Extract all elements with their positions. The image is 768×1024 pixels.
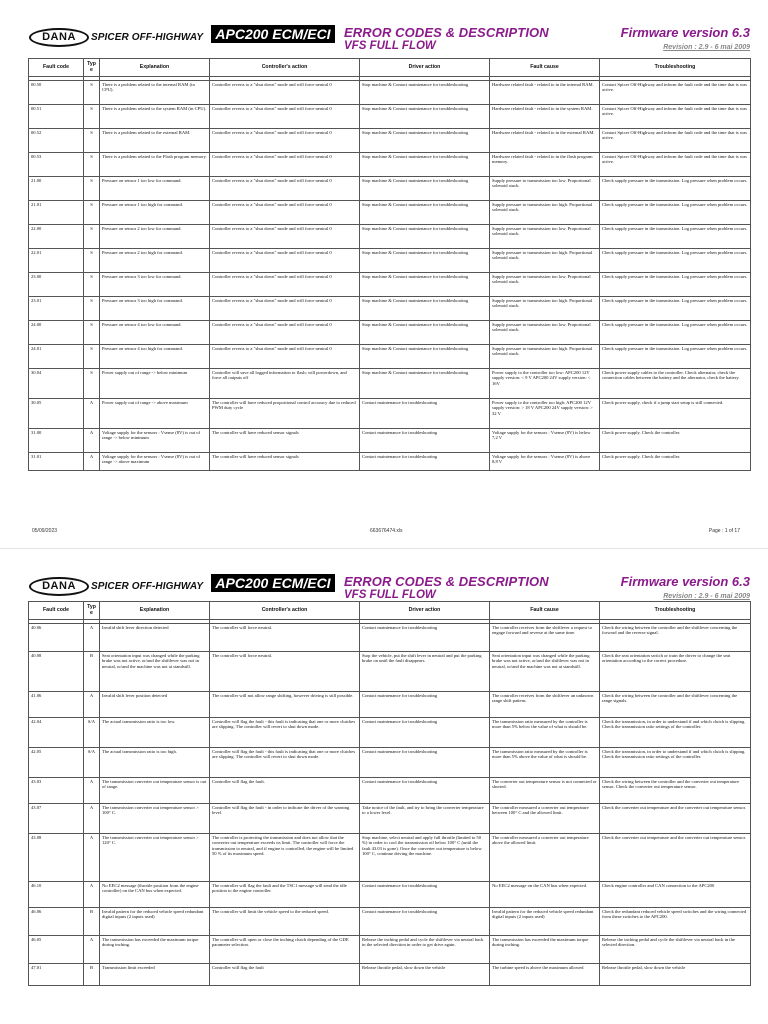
cell-explanation: There is a problem related to the system RAM (in CPU). [100,105,210,129]
report-page-2 [0,548,768,1024]
cell-fault-cause: Seat orientation input was changed while the parking brake was not active, or/and the shiftlever was not in neutral, or/and the machine was not at standstill. [490,652,600,692]
cell-explanation: Pressure on sensor 4 too high for command. [100,345,210,369]
cell-type: S [84,225,100,249]
cell-explanation: The actual transmission ratio is too low. [100,718,210,748]
document-title: ERROR CODES & DESCRIPTION [344,25,549,40]
model-label: APC200 ECM/ECI [211,25,335,43]
cell-explanation: There is a problem related to the internal RAM (in CPU). [100,81,210,105]
cell-fault-cause: The transmission has exceeded the maximum torque during inching. [490,936,600,964]
cell-explanation: The actual transmission ratio is too high. [100,748,210,778]
cell-fault-code: 23.01 [29,297,84,321]
cell-controller-action: Controller reverts to a "shut down" mode and will force neutral 0 [210,249,360,273]
col-header-fault-code: Fault code [29,59,84,77]
table-row [29,177,751,201]
cell-explanation: Pressure on sensor 3 too low for command. [100,273,210,297]
cell-troubleshooting: Contact Spicer Off-Highway and inform the fault code and the time that is was active. [600,129,751,153]
cell-fault-code: 24.01 [29,345,84,369]
cell-controller-action: The controller will have reduced sensor signals [210,429,360,453]
cell-fault-cause: Supply pressure to transmission too low. Proportional solenoid stuck. [490,225,600,249]
cell-troubleshooting: Release throttle pedal, slow down the vehicle [600,964,751,986]
cell-explanation: Voltage supply for the sensors : Vsense (8V) is out of range -> below minimum [100,429,210,453]
cell-type: A [84,624,100,652]
cell-fault-code: 22.00 [29,225,84,249]
table-row [29,778,751,804]
cell-fault-cause: The converter out temperature sensor is not connected or shorted. [490,778,600,804]
firmware-version: Firmware version 6.3 [620,25,750,40]
table-row [29,429,751,453]
cell-fault-cause: Supply pressure to transmission too low. Proportional solenoid stuck. [490,321,600,345]
table-row [29,399,751,429]
cell-controller-action: Controller will flag the fault. [210,778,360,804]
cell-driver-action: Stop machine & Contact maintenance for troubleshooting [360,81,490,105]
cell-explanation: Voltage supply for the sensors : Vsense (8V) is out of range -> above maximum [100,453,210,471]
cell-type: A [84,804,100,834]
table-header-row [29,602,751,620]
error-codes-table [28,58,751,471]
table-row [29,225,751,249]
cell-driver-action: Contact maintenance for troubleshooting [360,882,490,908]
col-header-driver-action: Driver action [360,602,490,620]
cell-type: A [84,936,100,964]
cell-explanation: Pressure on sensor 4 too low for command. [100,321,210,345]
cell-troubleshooting: Check supply pressure in the transmission. Log pressure when problem occurs. [600,345,751,369]
cell-type: S [84,177,100,201]
cell-fault-cause: The controller measured a converter out temperature above the allowed limit. [490,834,600,882]
cell-controller-action: Controller reverts to a "shut down" mode and will force neutral 0 [210,201,360,225]
table-row [29,652,751,692]
col-header-controller-action: Controller's action [210,59,360,77]
table-row [29,748,751,778]
cell-fault-cause: Supply pressure to transmission too high. Proportional solenoid stuck. [490,297,600,321]
cell-type: B [84,908,100,936]
cell-fault-code: 00.52 [29,129,84,153]
cell-fault-code: 40.06 [29,624,84,652]
cell-fault-code: 43.08 [29,834,84,882]
cell-driver-action: Take notice of the fault, and try to bring the converter temperature to a lower level. [360,804,490,834]
cell-explanation: Pressure on sensor 2 too high for command. [100,249,210,273]
cell-controller-action: The controller will have reduced proportional control accuracy due to reduced PWM duty cycle [210,399,360,429]
cell-explanation: No EEC2 message (throttle position from the engine controller) on the CAN bus when expected. [100,882,210,908]
col-header-type: Type [84,59,100,77]
firmware-version: Firmware version 6.3 [620,574,750,589]
cell-explanation: Pressure on sensor 2 too low for command. [100,225,210,249]
cell-controller-action: Controller reverts to a "shut down" mode and will force neutral 0 [210,81,360,105]
cell-troubleshooting: Contact Spicer Off-Highway and inform the fault code and the time that is was active. [600,153,751,177]
cell-driver-action: Stop machine & Contact maintenance for troubleshooting [360,297,490,321]
cell-controller-action: Controller reverts to a "shut down" mode and will force neutral 0 [210,225,360,249]
cell-type: S [84,345,100,369]
cell-type: S/A [84,718,100,748]
cell-troubleshooting: Check supply pressure in the transmission. Log pressure when problem occurs. [600,249,751,273]
table-row [29,804,751,834]
table-row [29,321,751,345]
col-header-type: Type [84,602,100,620]
cell-fault-cause: No EEC2 message on the CAN bus when expected. [490,882,600,908]
col-header-fault-cause: Fault cause [490,59,600,77]
cell-controller-action: The controller will open or close the inching clutch depending of the GDE parameter selection. [210,936,360,964]
cell-troubleshooting: Check power supply, check if a jump start setup is still connected. [600,399,751,429]
cell-controller-action: The controller will limit the vehicle speed to the reduced speed. [210,908,360,936]
table-row [29,105,751,129]
col-header-troubleshooting: Troubleshooting [600,602,751,620]
table-row [29,453,751,471]
dana-logo [29,575,203,597]
page-footer [32,528,740,536]
cell-explanation: Power supply out of range -> above maximum [100,399,210,429]
cell-fault-cause: Supply pressure to transmission too low. Proportional solenoid stuck. [490,273,600,297]
cell-type: A [84,453,100,471]
col-header-fault-code: Fault code [29,602,84,620]
col-header-controller-action: Controller's action [210,602,360,620]
logo-badge: DANA [29,28,89,47]
table-row [29,369,751,399]
col-header-fault-cause: Fault cause [490,602,600,620]
cell-type: S [84,153,100,177]
cell-troubleshooting: Check engine controller and CAN connection to the APC200 [600,882,751,908]
cell-controller-action: Controller will save all logged information to flash; will powerdown, and force all outputs off [210,369,360,399]
cell-controller-action: Controller will flag the fault - in order to indicate the driver of the warning level. [210,804,360,834]
cell-troubleshooting: Check power supply. Check the controller. [600,453,751,471]
cell-controller-action: Controller reverts to a "shut down" mode and will force neutral 0 [210,105,360,129]
model-label: APC200 ECM/ECI [211,574,335,592]
cell-controller-action: Controller will flag the fault - this fault is indicating that one or more clutches are slipping. The controller will revert to shut down mode. [210,748,360,778]
cell-driver-action: Contact maintenance for troubleshooting [360,908,490,936]
cell-fault-code: 43.03 [29,778,84,804]
cell-controller-action: The controller will not allow range shifting, however driving is still possible. [210,692,360,718]
table-row [29,908,751,936]
cell-fault-cause: The transmission ratio measured by the controller is more than 5% above the value of what is should be. [490,748,600,778]
cell-driver-action: Stop machine & Contact maintenance for troubleshooting [360,369,490,399]
cell-troubleshooting: Check power supply cables to the controller. Check alternator, check the connection cables between the battery and the alternator, check the battery. [600,369,751,399]
page-header [0,0,768,62]
cell-troubleshooting: Contact Spicer Off-Highway and inform the fault code and the time that is was active. [600,81,751,105]
cell-driver-action: Contact maintenance for troubleshooting [360,453,490,471]
cell-fault-cause: Supply pressure to transmission too high. Proportional solenoid stuck. [490,249,600,273]
cell-fault-code: 00.51 [29,105,84,129]
table-row [29,273,751,297]
cell-controller-action: Controller reverts to a "shut down" mode and will force neutral 0 [210,345,360,369]
logo-text: SPICER OFF-HIGHWAY [91,31,204,43]
cell-type: A [84,692,100,718]
cell-controller-action: Controller reverts to a "shut down" mode and will force neutral 0 [210,129,360,153]
cell-driver-action: Stop machine & Contact maintenance for troubleshooting [360,105,490,129]
cell-troubleshooting: Check the converter out temperature and the converter out temperature sensor. [600,834,751,882]
cell-type: A [84,429,100,453]
cell-controller-action: The controller will flag the fault and the TSC1 message will send the idle position to the engine controller. [210,882,360,908]
cell-fault-code: 21.00 [29,177,84,201]
table-row [29,297,751,321]
cell-type: B [84,652,100,692]
cell-driver-action: Contact maintenance for troubleshooting [360,624,490,652]
table-row [29,153,751,177]
cell-fault-code: 46.06 [29,908,84,936]
table-row [29,201,751,225]
cell-fault-code: 30.04 [29,369,84,399]
cell-fault-cause: Hardware related fault - related to in the system RAM. [490,105,600,129]
cell-explanation: The transmission has exceeded the maximum torque during inching. [100,936,210,964]
table-row [29,129,751,153]
cell-driver-action: Contact maintenance for troubleshooting [360,778,490,804]
cell-driver-action: Stop machine & Contact maintenance for troubleshooting [360,153,490,177]
cell-driver-action: Contact maintenance for troubleshooting [360,692,490,718]
table-row [29,718,751,748]
cell-explanation: Power supply out of range -> below minimum [100,369,210,399]
cell-type: A [84,834,100,882]
cell-fault-code: 24.00 [29,321,84,345]
table-row [29,692,751,718]
cell-driver-action: Stop machine & Contact maintenance for troubleshooting [360,249,490,273]
cell-fault-cause: Hardware related fault - related to in the flash program memory. [490,153,600,177]
cell-fault-code: 46.10 [29,882,84,908]
cell-driver-action: Release throttle pedal, slow down the vehicle [360,964,490,986]
cell-driver-action: Stop machine, select neutral and apply full throttle (limited to 50 %) in order to cool the transmission oil below 100° C (until the fault 43.03 is gone). Once the converter out temperature is below 100° C, continue driving the machine. [360,834,490,882]
cell-fault-code: 00.53 [29,153,84,177]
col-header-explanation: Explanation [100,602,210,620]
cell-fault-code: 31.01 [29,453,84,471]
cell-type: S [84,321,100,345]
cell-fault-cause: The controller measured a converter out temperature between 100° C and the allowed limit. [490,804,600,834]
document-subtitle: VFS FULL FLOW [344,40,436,52]
cell-driver-action: Stop machine & Contact maintenance for troubleshooting [360,345,490,369]
cell-fault-cause: Invalid pattern for the reduced vehicle speed redundant digital inputs (2 inputs used) [490,908,600,936]
cell-type: B [84,964,100,986]
footer-filename: 663676474.xls [370,528,403,534]
cell-type: S [84,273,100,297]
cell-explanation: The transmission converter out temperature sensor is out of range. [100,778,210,804]
cell-explanation: The transmission converter out temperature sensor > 100° C. [100,804,210,834]
cell-controller-action: Controller reverts to a "shut down" mode and will force neutral 0 [210,297,360,321]
cell-troubleshooting: Check the redundant reduced vehicle speed switches and the wiring connected from these switches to the APC200. [600,908,751,936]
cell-fault-code: 41.06 [29,692,84,718]
cell-type: S [84,129,100,153]
cell-fault-cause: The transmission ratio measured by the controller is more than 5% below the value of what is should be. [490,718,600,748]
cell-driver-action: Stop machine & Contact maintenance for troubleshooting [360,129,490,153]
cell-driver-action: Contact maintenance for troubleshooting [360,399,490,429]
cell-driver-action: Contact maintenance for troubleshooting [360,718,490,748]
cell-troubleshooting: Check the converter out temperature and the converter out temperature sensor. [600,804,751,834]
error-codes-table [28,601,751,986]
cell-fault-cause: Voltage supply for the sensors : Vsense (8V) is above 8,8 V [490,453,600,471]
col-header-driver-action: Driver action [360,59,490,77]
cell-fault-code: 21.01 [29,201,84,225]
cell-controller-action: Controller reverts to a "shut down" mode and will force neutral 0 [210,273,360,297]
table-row [29,81,751,105]
cell-driver-action: Release the inching pedal and cycle the shiftlever via neutral back in the selected direction in order to get drive again. [360,936,490,964]
cell-fault-cause: Supply pressure to transmission too high. Proportional solenoid stuck. [490,201,600,225]
cell-controller-action: Controller will flag the fault - this fault is indicating that one or more clutches are slipping. The controller will revert to shut down mode. [210,718,360,748]
table-header-row [29,59,751,77]
cell-fault-cause: Voltage supply for the sensors : Vsense (8V) is below 7,2 V [490,429,600,453]
cell-troubleshooting: Check supply pressure in the transmission. Log pressure when problem occurs. [600,321,751,345]
cell-driver-action: Stop machine & Contact maintenance for troubleshooting [360,201,490,225]
table-row [29,249,751,273]
cell-type: S [84,369,100,399]
cell-driver-action: Stop machine & Contact maintenance for troubleshooting [360,321,490,345]
cell-troubleshooting: Check the transmission, in order to understand if and which clutch is slipping. Check the transmission ratio settings of the controller. [600,748,751,778]
cell-troubleshooting: Check supply pressure in the transmission. Log pressure when problem occurs. [600,225,751,249]
cell-troubleshooting: Check the wiring between the controller and the converter out temperature sensor. Check the converter out temperature sensor. [600,778,751,804]
cell-troubleshooting: Check the transmission, in order to understand if and which clutch is slipping. Check the transmission ratio settings of the controller. [600,718,751,748]
table-row [29,936,751,964]
cell-fault-cause: Hardware related fault - related to in the internal RAM. [490,81,600,105]
table-row [29,964,751,986]
table-row [29,834,751,882]
cell-fault-cause: The turbine speed is above the maximum allowed [490,964,600,986]
cell-explanation: Transmission limit exceeded [100,964,210,986]
cell-controller-action: Controller reverts to a "shut down" mode and will force neutral 0 [210,177,360,201]
cell-explanation: Invalid shift lever direction detected [100,624,210,652]
cell-explanation: There is a problem related to the external RAM. [100,129,210,153]
cell-controller-action: Controller will flag the fault [210,964,360,986]
table-row [29,882,751,908]
cell-fault-cause: Hardware related fault - related to in the external RAM. [490,129,600,153]
logo-text: SPICER OFF-HIGHWAY [91,580,204,592]
cell-troubleshooting: Check supply pressure in the transmission. Log pressure when problem occurs. [600,297,751,321]
cell-fault-cause: Power supply to the controller too high: APC200 12V supply version: > 18 V APC200 24V supply version: > 32 V [490,399,600,429]
cell-troubleshooting: Check the seat orientation switch or train the driver to change the seat orientation according to the correct procedure. [600,652,751,692]
cell-type: S [84,105,100,129]
cell-explanation: The transmission converter out temperature sensor > 120° C. [100,834,210,882]
cell-fault-cause: Power supply to the controller too low: APC200 12V supply version: < 9 V APC200 24V supply version: < 16V [490,369,600,399]
cell-type: A [84,882,100,908]
cell-controller-action: The controller is protecting the transmission and does not allow that the converter out temperature exceeds its limit. The controller will force the transmission to neutral, and if engine is controlled, the engine will be limited 50 % of its maximum speed. [210,834,360,882]
cell-type: S [84,249,100,273]
cell-troubleshooting: Contact Spicer Off-Highway and inform the fault code and the time that is was active. [600,105,751,129]
table-body [29,77,751,471]
cell-type: S [84,81,100,105]
cell-driver-action: Contact maintenance for troubleshooting [360,429,490,453]
cell-fault-code: 30.05 [29,399,84,429]
cell-fault-code: 43.07 [29,804,84,834]
cell-fault-cause: The controller receives from the shiftlever an unknown range shift pattern. [490,692,600,718]
cell-troubleshooting: Check power supply. Check the controller. [600,429,751,453]
cell-driver-action: Stop machine & Contact maintenance for troubleshooting [360,177,490,201]
cell-type: S [84,297,100,321]
cell-driver-action: Stop the vehicle, put the shift lever in neutral and put the parking brake on until the fault disappears. [360,652,490,692]
cell-troubleshooting: Check supply pressure in the transmission. Log pressure when problem occurs. [600,273,751,297]
cell-troubleshooting: Check the wiring between the controller and the shiftlever concerning the range signals. [600,692,751,718]
cell-controller-action: The controller will have reduced sensor signals [210,453,360,471]
cell-fault-code: 40.08 [29,652,84,692]
cell-troubleshooting: Release the inching pedal and cycle the shiftlever via neutral back in the selected direction. [600,936,751,964]
cell-fault-cause: Supply pressure to transmission too low. Proportional solenoid stuck. [490,177,600,201]
cell-explanation: Pressure on sensor 1 too low for command. [100,177,210,201]
cell-explanation: Seat orientation input was changed while the parking brake was not active, or/and the shiftlever was not in neutral, or/and the machine was not at standstill. [100,652,210,692]
cell-troubleshooting: Check supply pressure in the transmission. Log pressure when problem occurs. [600,201,751,225]
cell-explanation: Pressure on sensor 3 too high for command. [100,297,210,321]
dana-logo [29,26,203,48]
document-title: ERROR CODES & DESCRIPTION [344,574,549,589]
logo-badge: DANA [29,577,89,596]
table-row [29,624,751,652]
cell-fault-code: 46.05 [29,936,84,964]
cell-fault-code: 31.00 [29,429,84,453]
cell-fault-code: 00.50 [29,81,84,105]
cell-controller-action: The controller will force neutral. [210,652,360,692]
cell-fault-cause: The controller receives from the shiftlever a request to engage forward and reverse at the same time. [490,624,600,652]
cell-explanation: There is a problem related to the Flash program memory. [100,153,210,177]
cell-explanation: Pressure on sensor 1 too high for command. [100,201,210,225]
revision-label: Revision : 2.9 - 6 mai 2009 [663,593,750,600]
cell-controller-action: Controller reverts to a "shut down" mode and will force neutral 0 [210,153,360,177]
footer-date: 05/09/2023 [32,528,58,534]
cell-driver-action: Contact maintenance for troubleshooting [360,748,490,778]
cell-troubleshooting: Check supply pressure in the transmission. Log pressure when problem occurs. [600,177,751,201]
cell-type: A [84,778,100,804]
table-body [29,620,751,986]
cell-fault-cause: Supply pressure to transmission too high. Proportional solenoid stuck. [490,345,600,369]
cell-fault-code: 42.05 [29,748,84,778]
cell-type: S/A [84,748,100,778]
table-row [29,345,751,369]
footer-page-number: Page : 1 of 17 [708,528,740,534]
cell-explanation: Invalid pattern for the reduced vehicle speed redundant digital inputs (2 inputs used) [100,908,210,936]
col-header-explanation: Explanation [100,59,210,77]
document-subtitle: VFS FULL FLOW [344,589,436,601]
cell-explanation: Invalid shift lever position detected [100,692,210,718]
col-header-troubleshooting: Troubleshooting [600,59,751,77]
cell-controller-action: The controller will force neutral. [210,624,360,652]
revision-label: Revision : 2.9 - 6 mai 2009 [663,44,750,51]
cell-fault-code: 22.01 [29,249,84,273]
cell-driver-action: Stop machine & Contact maintenance for troubleshooting [360,273,490,297]
cell-type: A [84,399,100,429]
cell-type: S [84,201,100,225]
cell-troubleshooting: Check the wiring between the controller and the shiftlever concerning the forward and the reverse signal. [600,624,751,652]
cell-controller-action: Controller reverts to a "shut down" mode and will force neutral 0 [210,321,360,345]
cell-fault-code: 42.04 [29,718,84,748]
cell-fault-code: 23.00 [29,273,84,297]
cell-driver-action: Stop machine & Contact maintenance for troubleshooting [360,225,490,249]
cell-fault-code: 47.01 [29,964,84,986]
